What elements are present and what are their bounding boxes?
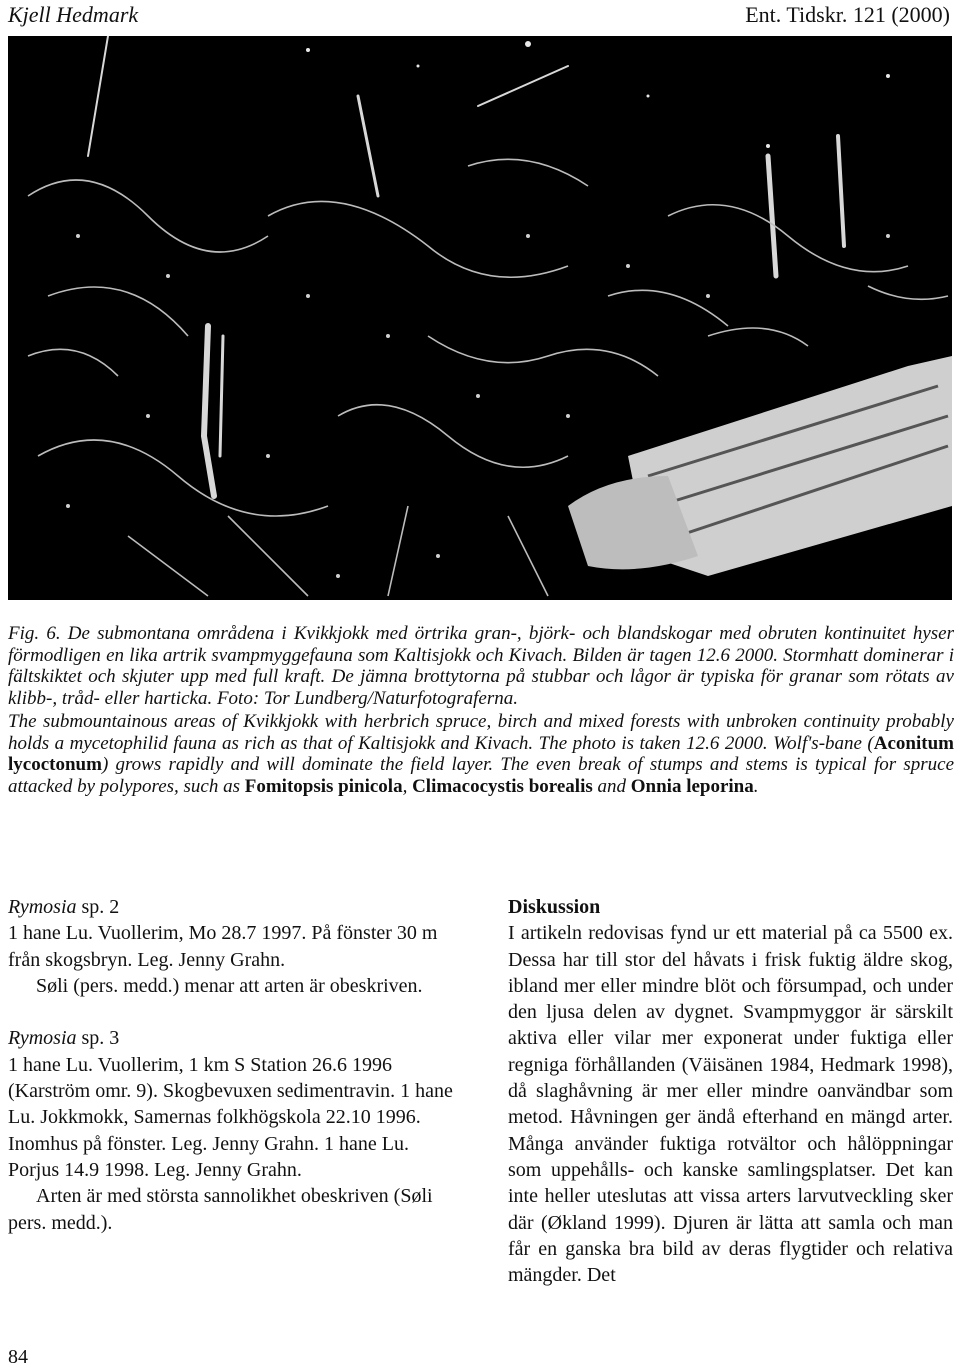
species-heading-1 — [8, 894, 453, 920]
species-suffix: sp. 2 — [76, 896, 120, 918]
forest-photograph — [8, 36, 952, 600]
right-column — [508, 894, 953, 1288]
species-record-1: 1 hane Lu. Vuollerim, Mo 28.7 1997. På fönster 30 m från skogsbryn. Leg. Jenny Grahn. — [8, 922, 438, 971]
discussion-text: I artikeln redovisas fynd ur ett material på ca 5500 ex. Dessa har till stor del håvats i frisk fuktig äldre skog, ibland mer eller mindre blöt och försumpad, och under den ljusa delen av dygnet. Svampmyggor är särskilt aktiva eller vilar mer exponerat under fuktiga eller regniga förhållanden (Väisänen 1984, Hedmark 1998), då slaghåvning är mer eller mindre oanvändbar som metod. Håvningen ger ändå efterhand en mängd arter. Många använder fuktiga rotvältor och hålöppningar som uppehålls- och kanske samlingsplatser. Det kan inte heller uteslutas att vissa arters larvutveckling sker där (Økland 1999). Djuren är lätta att samla och man får en ganska bra bild av deras flygtider och relativa mängder. Det — [508, 922, 953, 1287]
spacer — [8, 999, 453, 1025]
species-note-1: Søli (pers. medd.) menar att arten är obeskriven. — [36, 974, 423, 997]
forest-photo-illustration — [8, 36, 952, 600]
caption-text: The submountainous areas of Kvikkjokk with herbrich spruce, birch and mixed forests with unbroken continuity probably holds a mycetophilid fauna as rich as that of Kaltisjokk and Kivach. The photo is taken 12.6 2000. Wolf's-bane ( — [8, 711, 954, 754]
species-name: Rymosia — [8, 896, 77, 918]
caption-text: . — [753, 775, 759, 797]
page-number: 84 — [8, 1346, 28, 1368]
species-suffix: sp. 3 — [76, 1027, 120, 1050]
species-heading-2 — [8, 1025, 453, 1051]
section-heading: Diskussion — [508, 896, 601, 918]
caption-text: , — [402, 775, 413, 797]
caption-species: Onnia leporina — [630, 775, 754, 797]
caption-text: and — [592, 775, 631, 797]
figure-caption-english — [8, 711, 954, 797]
running-header-author: Kjell Hedmark — [8, 2, 139, 27]
caption-species: Fomitopsis pinicola — [244, 775, 403, 797]
species-record-2: 1 hane Lu. Vuollerim, 1 km S Station 26.6 1996 (Karström omr. 9). Skogbevuxen sedimentravin. 1 hane Lu. Jokkmokk, Samernas folkhögskola 22.10 1996. Inomhus på fönster. Leg. Jenny Grahn. 1 hane Lu. Porjus 14.9 1998. Leg. Jenny Grahn. — [8, 1053, 453, 1181]
caption-species: Aconitum lycoctonum — [8, 732, 954, 775]
caption-species: Climacocystis borealis — [412, 775, 593, 797]
caption-text: ) grows rapidly and will dominate the field layer. The even break of stumps and stems is typical for spruce attacked by polypores, such as — [8, 754, 954, 797]
species-name: Rymosia — [8, 1027, 77, 1050]
figure-caption-swedish: Fig. 6. De submontana områdena i Kvikkjokk med örtrika gran-, björk- och blandskogar med obruten kontinuitet hyser förmodligen en lika artrik svampmyggefauna som Kaltisjokk och Kivach. Bilden är tagen 12.6 2000. Stormhatt dominerar i fältskiktet och skjuter upp med full kraft. De jämna brottytorna på stubbar och lågor är typiska för granar som rötats av klibb-, tråd- eller harticka. Foto: Tor Lundberg/Naturfotograferna. — [8, 623, 954, 709]
running-header-journal: Ent. Tidskr. 121 (2000) — [745, 2, 950, 27]
left-column — [8, 894, 453, 1236]
species-note-2: Arten är med största sannolikhet obeskriven (Søli pers. medd.). — [8, 1185, 433, 1234]
